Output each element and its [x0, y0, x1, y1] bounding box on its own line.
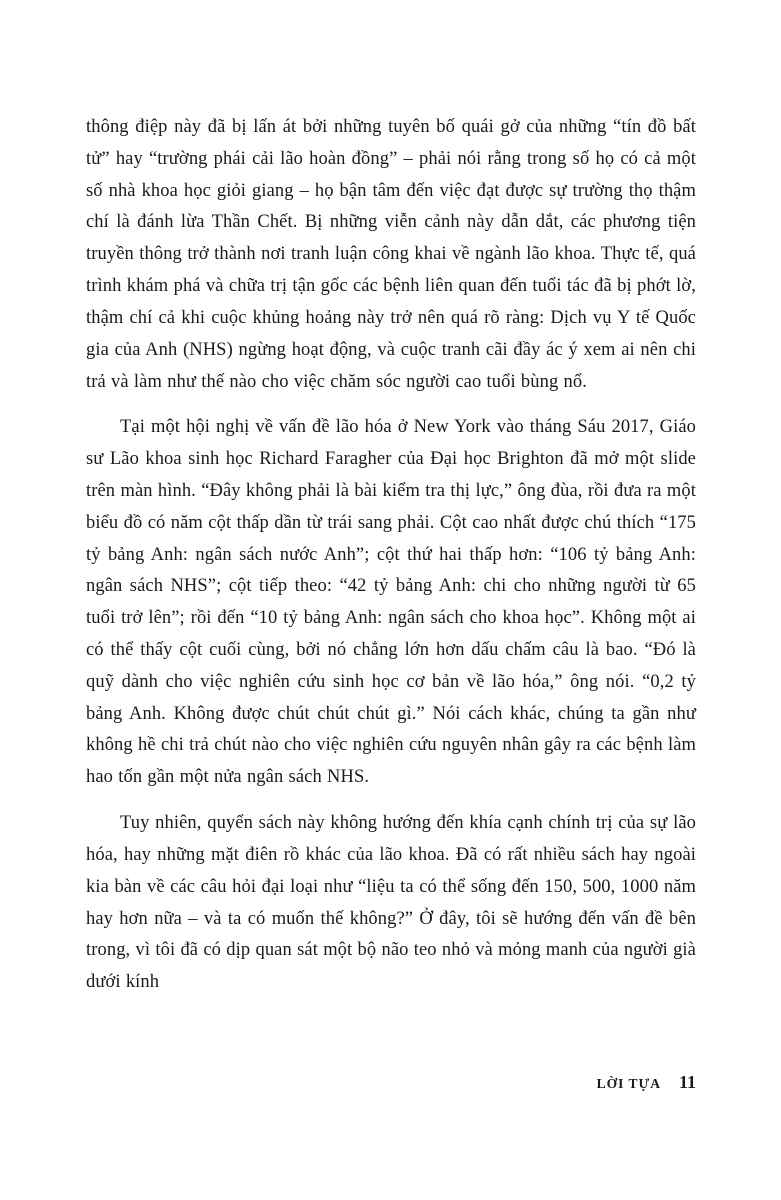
footer-section-title: LỜI TỰA: [596, 1076, 661, 1091]
footer-page-number: 11: [678, 1072, 696, 1092]
body-text: [86, 112, 696, 1013]
paragraph: Tuy nhiên, quyển sách này không hướng đến khía cạnh chính trị của sự lão hóa, hay những mặt điên rồ khác của lão khoa. Đã có rất nhiều sách hay ngoài kia bàn về các câu hỏi đại loại như “liệu ta có thể sống đến 150, 500, 1000 năm hay hơn nữa – và ta có muốn thế không?” Ở đây, tôi sẽ hướng đến vấn đề bên trong, vì tôi đã có dịp quan sát một bộ não teo nhỏ và mỏng manh của người già dưới kính: [86, 813, 696, 993]
page-footer: [86, 1072, 696, 1093]
paragraph-continuation: thông điệp này đã bị lấn át bởi những tuyên bố quái gở của những “tín đồ bất tử” hay “trường phái cải lão hoàn đồng” – phải nói rằng trong số họ có cả một số nhà khoa học giỏi giang – họ bận tâm đến việc đạt được sự trường thọ thậm chí là đánh lừa Thần Chết. Bị những viễn cảnh này dẫn dắt, các phương tiện truyền thông trở thành nơi tranh luận công khai về ngành lão khoa. Thực tế, quá trình khám phá và chữa trị tận gốc các bệnh liên quan đến tuổi tác đã bị phớt lờ, thậm chí cả khi cuộc khủng hoảng này trở nên quá rõ ràng: Dịch vụ Y tế Quốc gia của Anh (NHS) ngừng hoạt động, và cuộc tranh cãi đầy ác ý xem ai nên chi trả và làm như thế nào cho việc chăm sóc người cao tuổi bùng nổ.: [86, 117, 696, 392]
paragraph: Tại một hội nghị về vấn đề lão hóa ở New York vào tháng Sáu 2017, Giáo sư Lão khoa sinh học Richard Faragher của Đại học Brighton đã mở một slide trên màn hình. “Đây không phải là bài kiểm tra thị lực,” ông đùa, rồi đưa ra một biểu đồ có năm cột thấp dần từ trái sang phải. Cột cao nhất được chú thích “175 tỷ bảng Anh: ngân sách nước Anh”; cột thứ hai thấp hơn: “106 tỷ bảng Anh: ngân sách NHS”; cột tiếp theo: “42 tỷ bảng Anh: chi cho những người từ 65 tuổi trở lên”; rồi đến “10 tỷ bảng Anh: ngân sách cho khoa học”. Không một ai có thể thấy cột cuối cùng, bởi nó chẳng lớn hơn dấu chấm câu là bao. “Đó là quỹ dành cho việc nghiên cứu sinh học cơ bản về lão hóa,” ông nói. “0,2 tỷ bảng Anh. Không được chút chút chút gì.” Nói cách khác, chúng ta gần như không hề chi trả chút nào cho việc nghiên cứu nguyên nhân gây ra các bệnh làm hao tốn gần một nửa ngân sách NHS.: [86, 417, 696, 788]
